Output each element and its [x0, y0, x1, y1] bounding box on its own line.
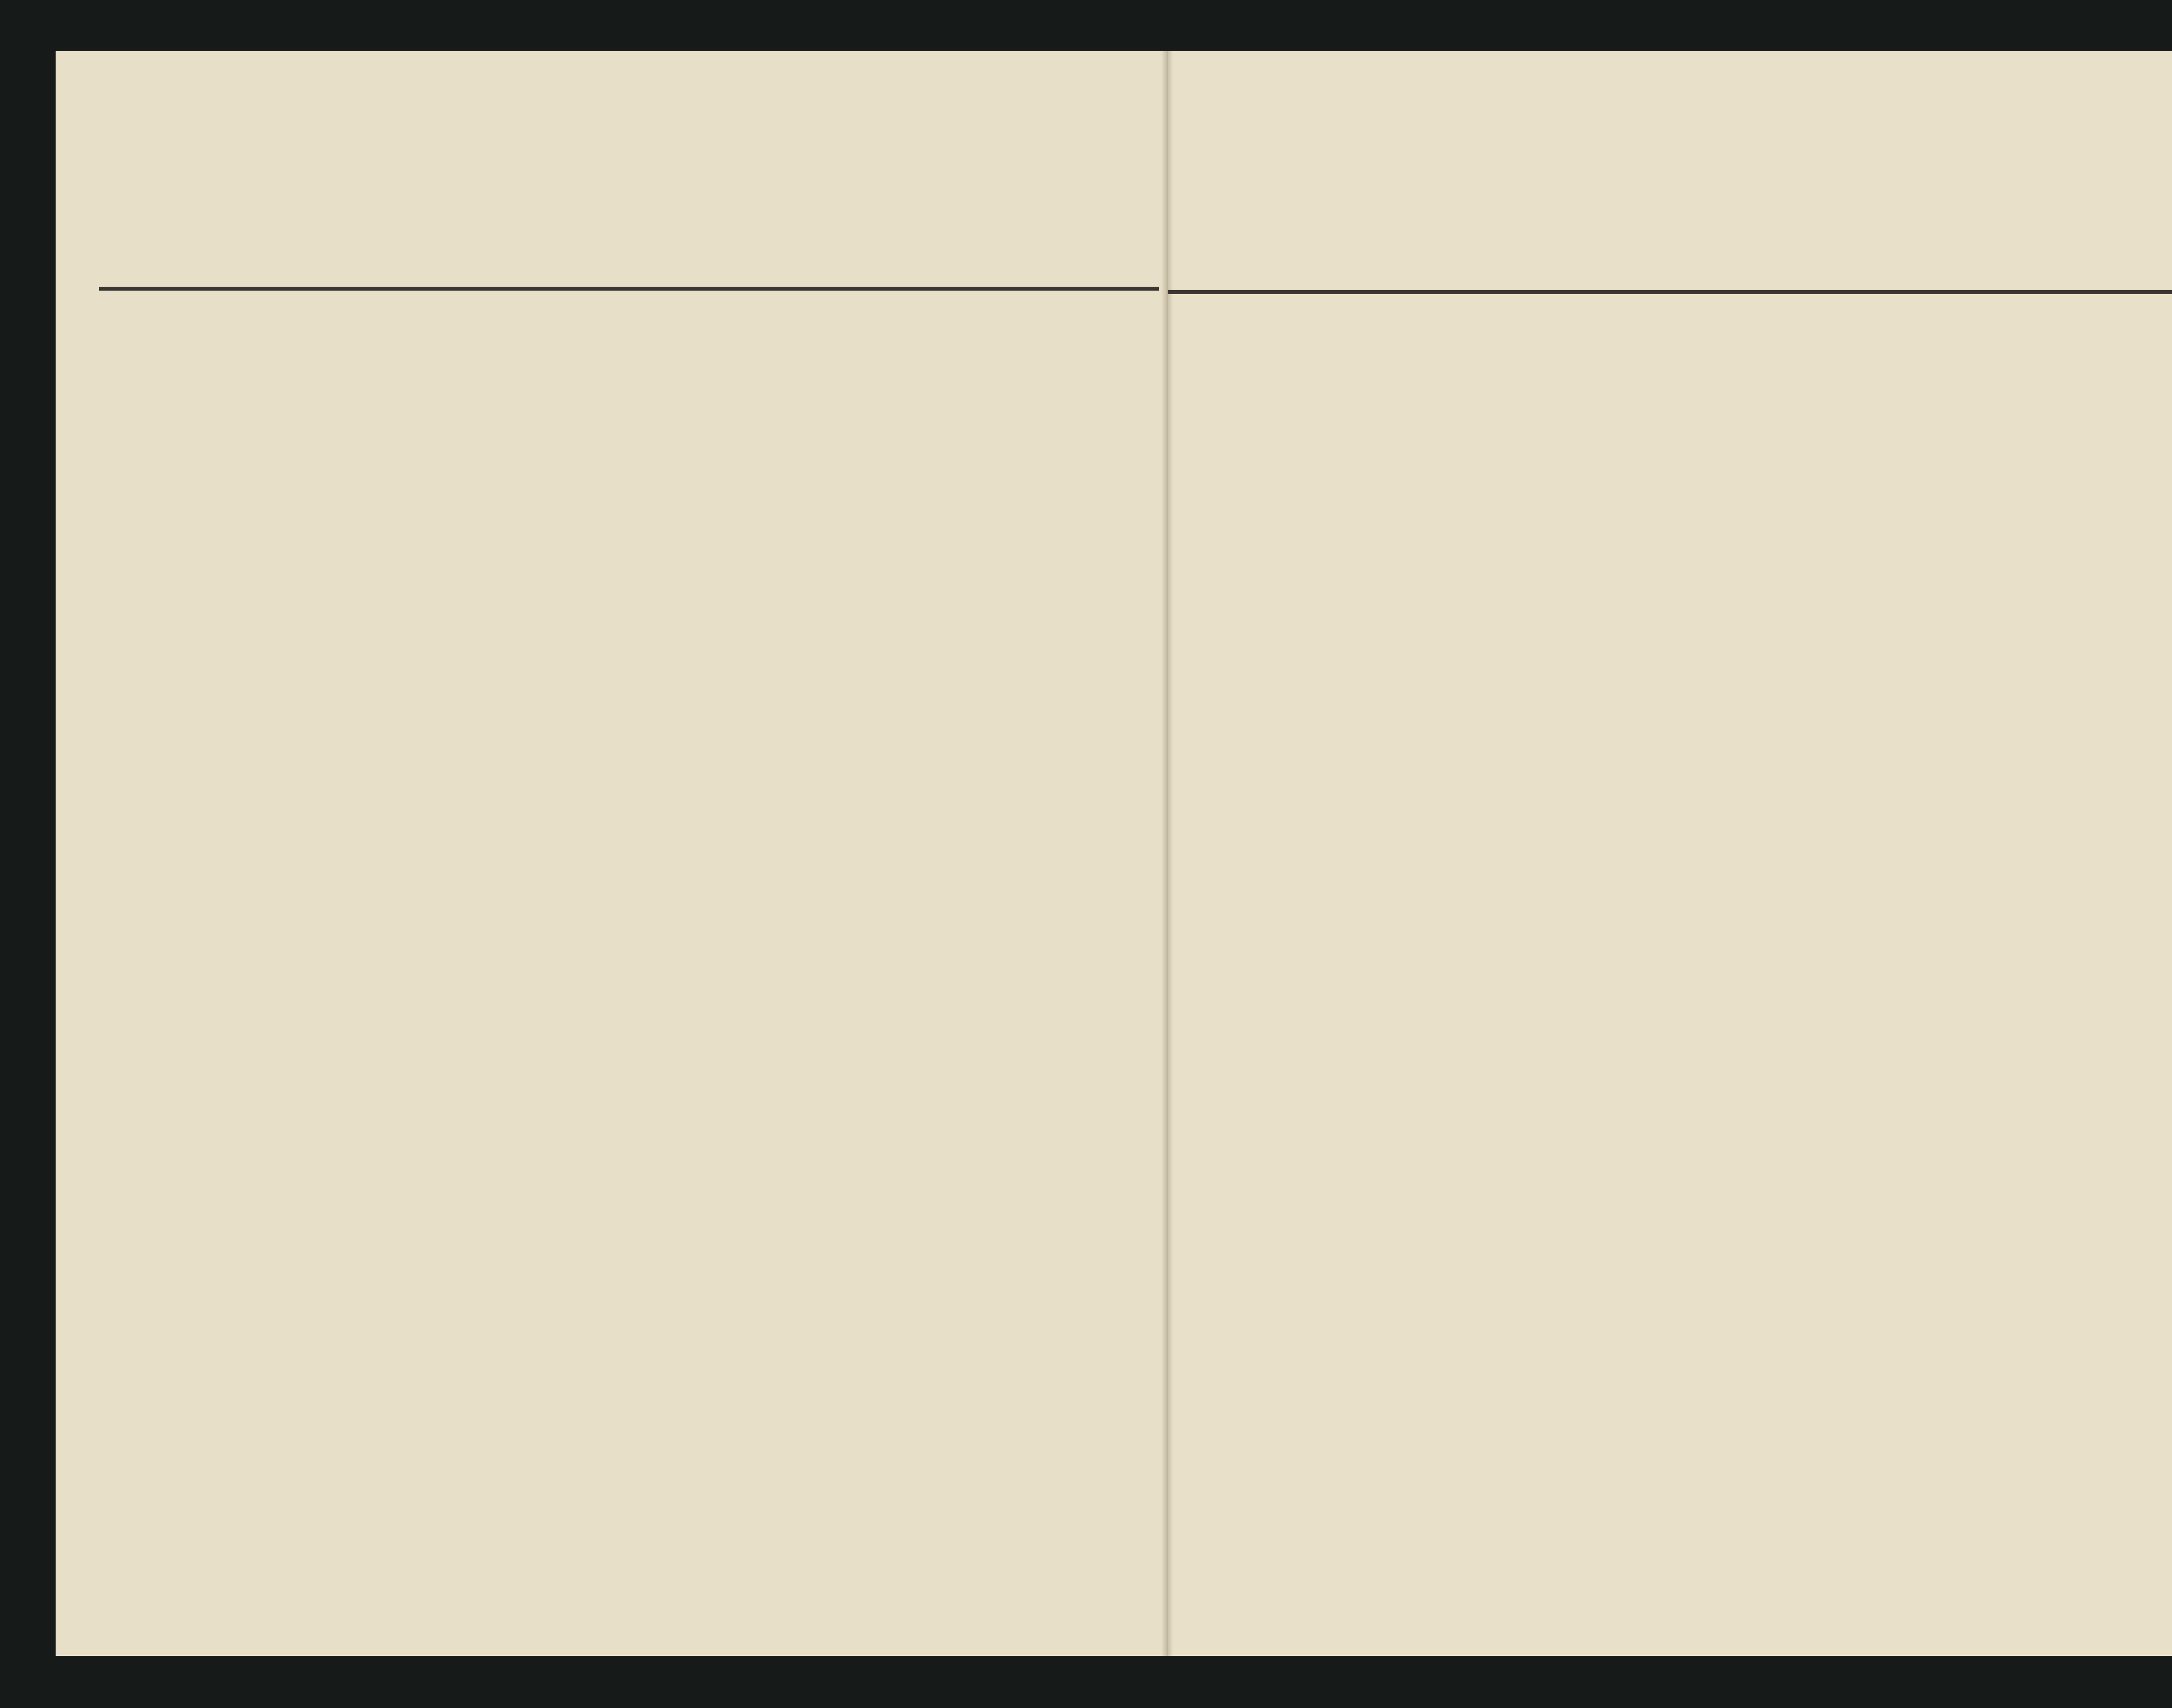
left-top-rule	[99, 287, 1159, 291]
left-page	[56, 51, 1167, 1656]
right-top-rule	[1168, 290, 2172, 294]
